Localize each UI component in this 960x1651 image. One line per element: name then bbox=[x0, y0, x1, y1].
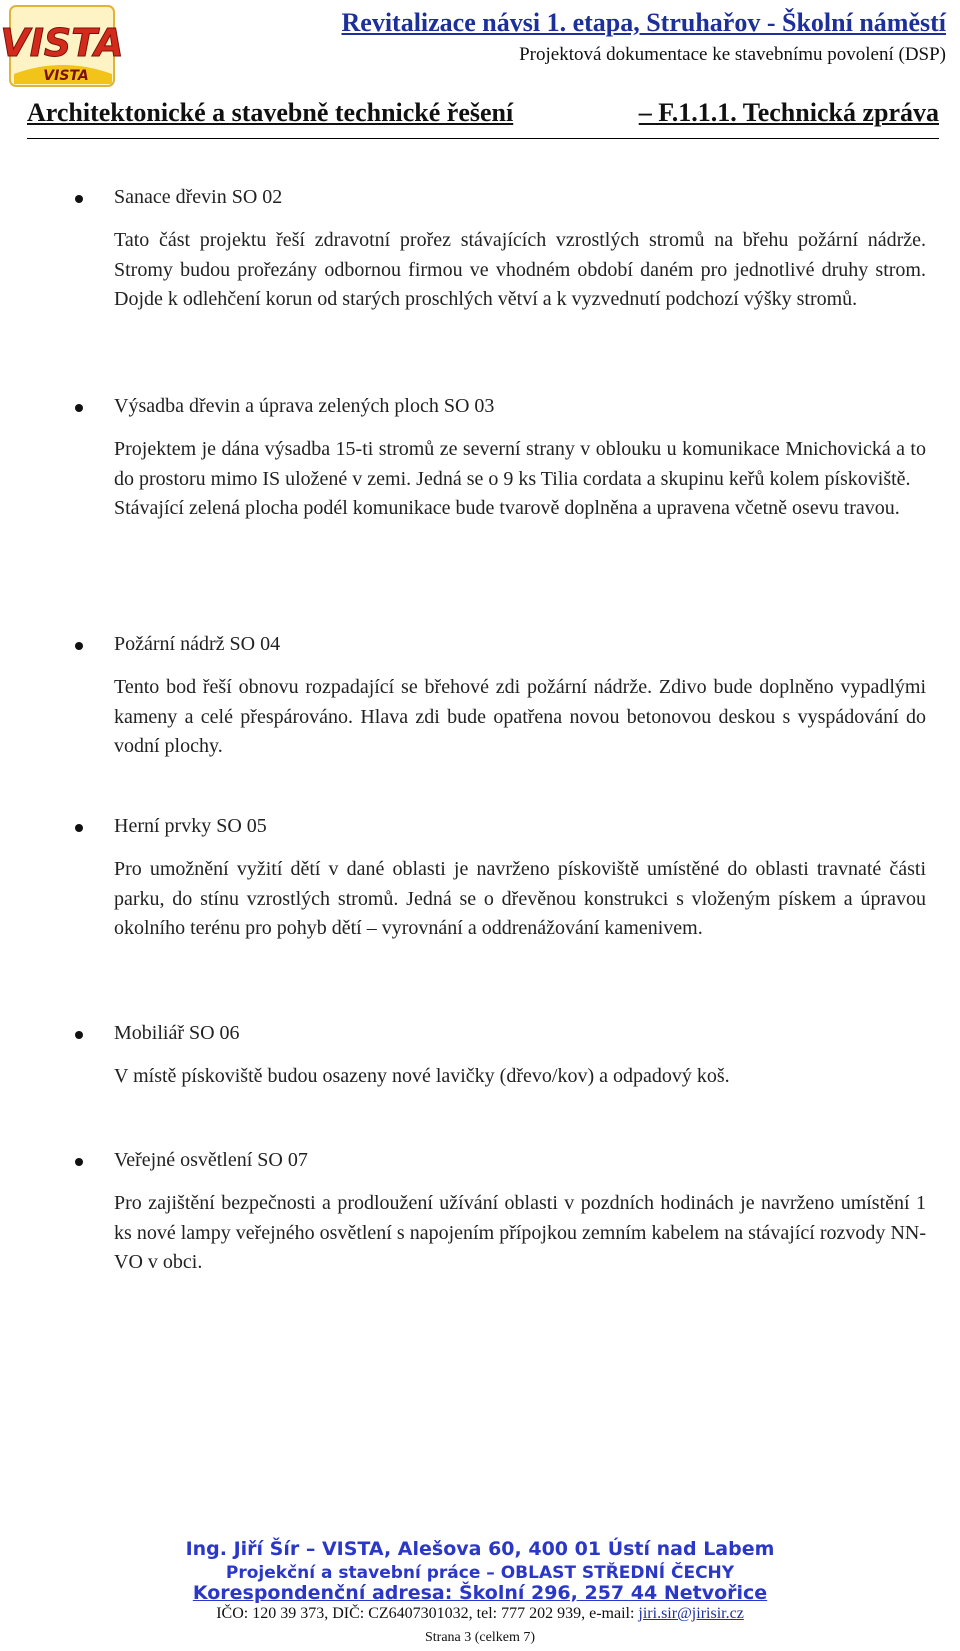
paragraph: Pro zajištění bezpečnosti a prodloužení užívání oblasti v pozdních hodinách je navrženo umístění 1 ks nové lampy veřejného osvětlení s napojením přípojkou zemním kabelem na stávající rozvody NN-VO v obci. bbox=[114, 1192, 926, 1273]
section-body bbox=[114, 435, 926, 524]
footer-contact bbox=[0, 1605, 960, 1623]
bullet-icon bbox=[75, 1158, 83, 1166]
paragraph: Projektem je dána výsadba 15-ti stromů ze severní strany v oblouku u komunikace Mnichovická a to do prostoru mimo IS uložené v zemi. Jedná se o 9 ks Tilia cordata a skupinu keřů kolem pískoviště. bbox=[114, 438, 926, 490]
section-body bbox=[114, 1062, 926, 1092]
section-title: Veřejné osvětlení SO 07 bbox=[114, 1149, 308, 1171]
vista-logo bbox=[0, 4, 124, 88]
section-title-right: – F.1.1.1. Technická zpráva bbox=[638, 98, 939, 127]
section-title-left: Architektonické a stavebně technické řešení bbox=[27, 98, 514, 127]
paragraph: V místě pískoviště budou osazeny nové lavičky (dřevo/kov) a odpadový koš. bbox=[114, 1065, 730, 1087]
bullet-icon bbox=[75, 1031, 83, 1039]
bullet-icon bbox=[75, 195, 83, 203]
project-subtitle: Projektová dokumentace ke stavebnímu povolení (DSP) bbox=[519, 44, 946, 65]
section-body bbox=[114, 226, 926, 315]
section-so02 bbox=[0, 186, 960, 310]
document-section-title bbox=[27, 98, 939, 128]
section-body bbox=[114, 1189, 926, 1278]
bullet-icon bbox=[75, 824, 83, 832]
email-link[interactable]: jiri.sir@jirisir.cz bbox=[638, 1605, 744, 1622]
paragraph: Tento bod řeší obnovu rozpadající se břehové zdi požární nádrže. Zdivo bude doplněno vypadlými kameny a celé přespárováno. Hlava zdi bude opatřena novou betonovou deskou s vyspádování do vodní plochy. bbox=[114, 676, 926, 757]
section-body bbox=[114, 855, 926, 944]
section-title: Požární nádrž SO 04 bbox=[114, 633, 281, 655]
logo-text: VISTA bbox=[0, 21, 124, 65]
section-so05 bbox=[0, 815, 960, 939]
footer-contact-details: IČO: 120 39 373, DIČ: CZ6407301032, tel: 777 202 939, e-mail: bbox=[216, 1605, 639, 1622]
section-so03 bbox=[0, 395, 960, 519]
section-title: Mobiliář SO 06 bbox=[114, 1022, 240, 1044]
footer-company: Ing. Jiří Šír – VISTA, Alešova 60, 400 01 Ústí nad Labem bbox=[185, 1538, 775, 1560]
project-title: Revitalizace návsi 1. etapa, Struhařov - Školní náměstí bbox=[341, 8, 946, 37]
section-so06 bbox=[0, 1022, 960, 1087]
section-title: Výsadba dřevin a úprava zelených ploch SO 03 bbox=[114, 395, 495, 417]
paragraph: Stávající zelená plocha podél komunikace bude tvarově doplněna a upravena včetně osevu travou. bbox=[114, 497, 900, 519]
header-divider bbox=[27, 138, 939, 139]
section-title: Sanace dřevin SO 02 bbox=[114, 186, 283, 208]
bullet-icon bbox=[75, 404, 83, 412]
paragraph: Tato část projektu řeší zdravotní prořez stávajících vzrostlých stromů na břehu požární nádrže. Stromy budou prořezány odbornou firmou ve vhodném období daném pro jednotlivé druhy strom. Dojde k odlehčení korun od starých proschlých větví a k vyzvednutí podchozí výšky stromů. bbox=[114, 229, 926, 310]
page-number: Strana 3 (celkem 7) bbox=[424, 1630, 535, 1645]
section-so04 bbox=[0, 633, 960, 757]
section-so07 bbox=[0, 1149, 960, 1273]
logo-subtext: VISTA bbox=[43, 68, 89, 84]
bullet-icon bbox=[75, 642, 83, 650]
paragraph: Pro umožnění vyžití dětí v dané oblasti je navrženo pískoviště umístěné do oblasti travnaté části parku, do stínu vzrostlých stromů. Jedná se o dřevěnou konstrukci s vloženým pískem a úpravou okolního terénu pro pohyb dětí – vyrovnání a oddrenážování kamenivem. bbox=[114, 858, 926, 939]
footer-address: Korespondenční adresa: Školní 296, 257 44 Netvořice bbox=[192, 1582, 768, 1604]
section-title: Herní prvky SO 05 bbox=[114, 815, 267, 837]
footer-services: Projekční a stavební práce – OBLAST STŘEDNÍ ČECHY bbox=[225, 1563, 735, 1583]
section-body bbox=[114, 673, 926, 762]
